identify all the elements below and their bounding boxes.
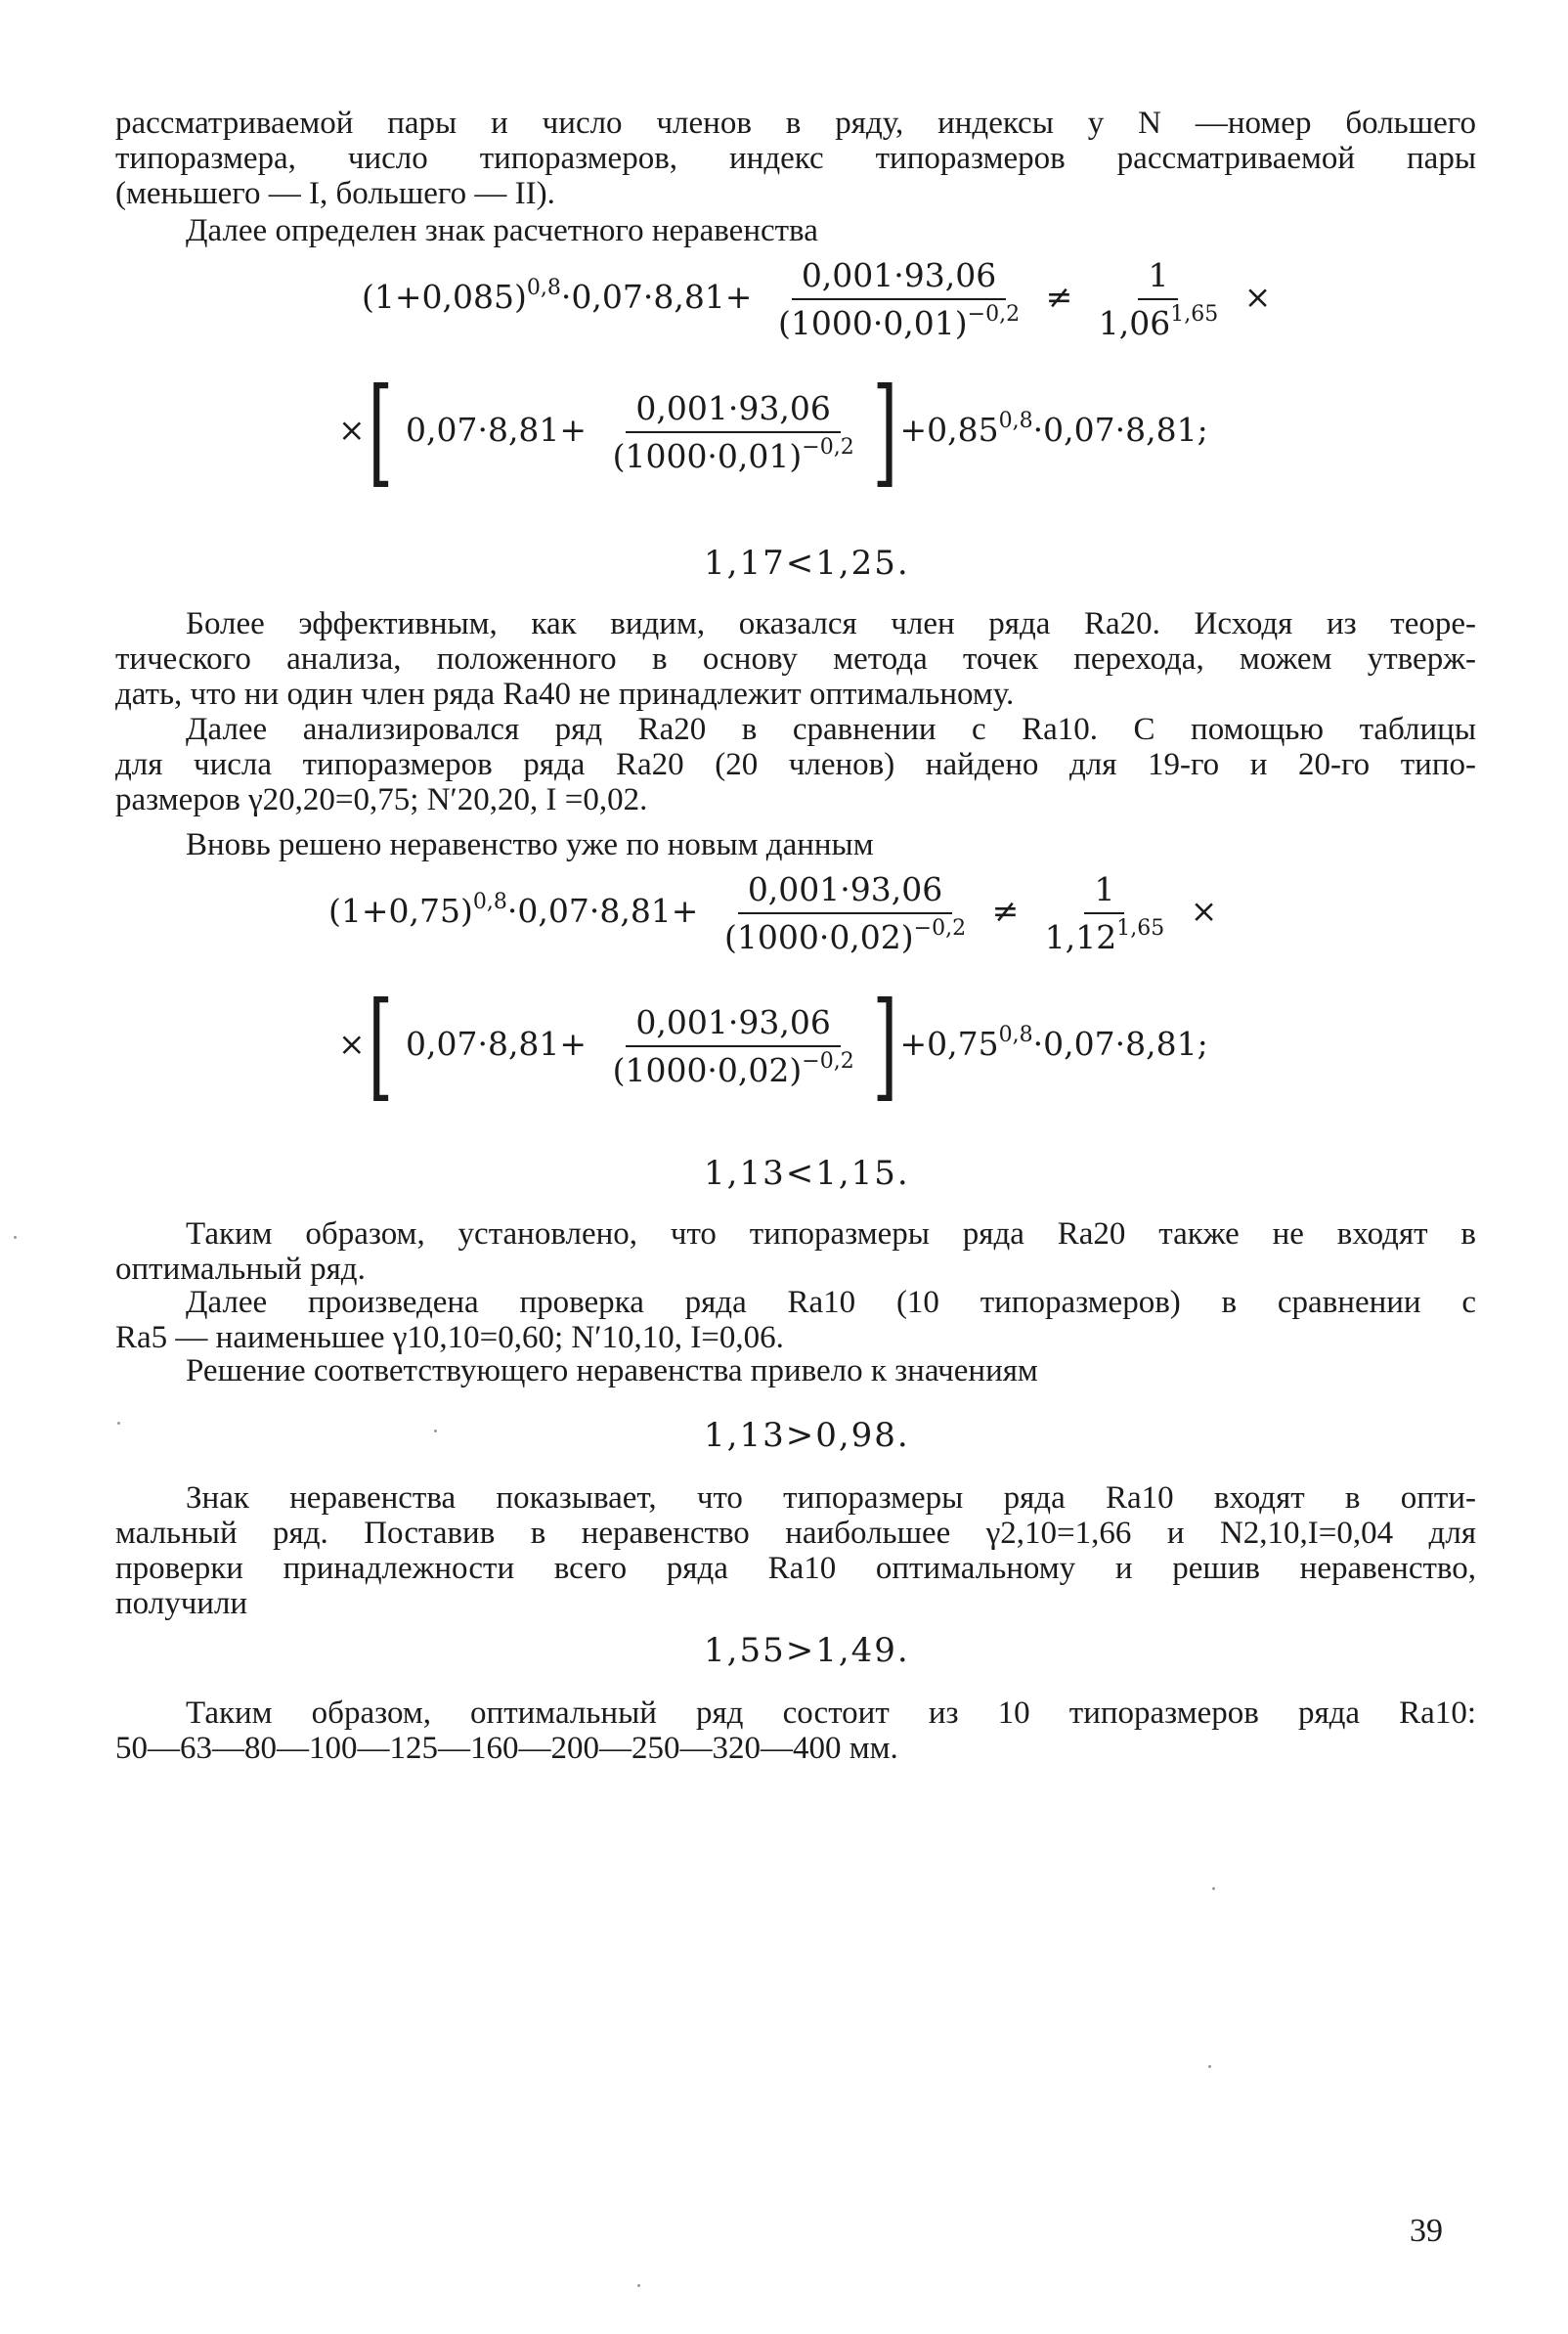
text-line: Таким образом, оптимальный ряд состоит из 10 типоразмеров ряда Ra10: (186, 1695, 1476, 1731)
eq-exponent: 0,8 (998, 1023, 1033, 1047)
paragraph-new-data (115, 827, 1476, 862)
times-sign: × (1243, 278, 1272, 316)
fraction-denominator (1035, 914, 1174, 956)
fraction-numerator: 0,001·93,06 (626, 389, 840, 433)
equation-1-row-1 (362, 256, 1271, 342)
text-line: 50—63—80—100—125—160—200—250—320—400 мм. (115, 1731, 898, 1766)
eq-term: ·0,07·8,81; (1032, 411, 1208, 449)
scan-speck (14, 1236, 17, 1239)
fraction (1035, 870, 1174, 956)
text-line: мальный ряд. Поставив в неравенство наибольшее γ2,10=1,66 и N2,10,I=0,04 для (115, 1516, 1476, 1551)
eq-exponent: −0,2 (802, 1049, 854, 1074)
paragraph-analysis (115, 606, 1476, 712)
result-3: 1,13>0,98. (704, 1416, 910, 1455)
paragraph-ra10-optimal (115, 1480, 1476, 1621)
eq-exponent: 0,8 (526, 276, 561, 300)
text-line: Далее произведена проверка ряда Ra10 (10 типоразмеров) в сравнении с (186, 1285, 1476, 1320)
equation-1-result: 1,17<1,25. (704, 544, 910, 583)
equation-1-row-2 (338, 364, 1208, 500)
eq-exponent: −0,2 (802, 435, 854, 460)
den-term: (1000·0,01) (612, 437, 803, 475)
text-line: Решение соответствующего неравенства привело к значениям (186, 1353, 1038, 1388)
text-line: оптимальный ряд. (115, 1252, 366, 1287)
eq-exponent: −0,2 (913, 916, 967, 941)
not-equal-sign: ≠ (991, 892, 1020, 930)
page-number: 39 (1410, 2213, 1443, 2249)
fraction (715, 870, 976, 956)
scan-speck (117, 1422, 120, 1425)
eq-exponent: 1,65 (1170, 302, 1219, 327)
text-line: Таким образом, установлено, что типоразмеры ряда Ra20 также не входят в (186, 1216, 1476, 1252)
times-sign: × (1190, 892, 1218, 930)
paragraph-ra20-analysis (115, 712, 1476, 817)
fraction (768, 256, 1029, 342)
text-line: Ra5 — наименьшее γ10,10=0,60; N′10,10, I=0,06. (115, 1320, 784, 1355)
text-line: для числа типоразмеров ряда Ra20 (20 членов) найдено для 19-го и 20-го типо- (115, 747, 1476, 782)
fraction-denominator (1089, 300, 1228, 342)
eq-exponent: −0,2 (967, 302, 1021, 327)
fraction-denominator (715, 914, 976, 956)
den-term: 1,06 (1098, 304, 1171, 342)
fraction-numerator: 0,001·93,06 (792, 256, 1006, 300)
scan-speck (1208, 2065, 1211, 2068)
paragraph-intro (115, 106, 1476, 211)
paragraph-ra10-check (115, 1285, 1476, 1355)
left-bracket: [ (368, 978, 393, 1114)
text-line: рассматриваемой пары и число членов в ряду, индексы у N —номер большего (115, 106, 1476, 141)
text-line: Вновь решено неравенство уже по новым данным (186, 827, 874, 862)
eq-term: 0,07·8,81+ (405, 1025, 588, 1063)
text-line: типоразмера, число типоразмеров, индекс типоразмеров рассматриваемой пары (115, 141, 1476, 176)
fraction (603, 1003, 864, 1089)
den-term: (1000·0,02) (723, 918, 914, 956)
equation-2-result: 1,13<1,15. (704, 1154, 910, 1193)
times-sign: × (338, 1025, 366, 1063)
eq-term: ·0,07·8,81+ (560, 278, 753, 316)
fraction (1089, 256, 1228, 342)
eq-term: +0,85 (899, 411, 999, 449)
fraction-denominator (603, 433, 864, 475)
result-4: 1,55>1,49. (704, 1631, 910, 1670)
text-line: (меньшего — I, большего — II). (115, 176, 555, 211)
den-term: 1,12 (1044, 918, 1117, 956)
times-sign: × (338, 411, 366, 449)
text-line: Более эффективным, как видим, оказался член ряда Ra20. Исходя из теоре- (186, 606, 1476, 641)
text-line: дать, что ни один член ряда Ra40 не принадлежит оптимальному. (115, 677, 1015, 712)
fraction-numerator: 0,001·93,06 (626, 1003, 840, 1047)
scan-speck (1212, 1887, 1215, 1890)
equation-2-row-1 (328, 870, 1217, 956)
eq-term: ·0,07·8,81+ (506, 892, 699, 930)
text-line: Знак неравенства показывает, что типоразмеры ряда Ra10 входят в опти- (186, 1480, 1476, 1516)
equation-2-row-2 (338, 978, 1208, 1114)
right-bracket: ] (872, 978, 897, 1114)
eq-exponent: 0,8 (998, 409, 1033, 433)
text-line: Далее определен знак расчетного неравенства (186, 213, 818, 248)
fraction-denominator (768, 300, 1029, 342)
eq-term: ·0,07·8,81; (1032, 1025, 1208, 1063)
eq-term: (1+0,75) (328, 892, 473, 930)
scan-speck (434, 1430, 437, 1432)
fraction-numerator: 1 (1138, 256, 1178, 300)
right-bracket: ] (872, 364, 897, 500)
left-bracket: [ (368, 364, 393, 500)
paragraph-final (115, 1695, 1476, 1766)
text-line: проверки принадлежности всего ряда Ra10 оптимальному и решив неравенство, (115, 1551, 1476, 1586)
text-line: Далее анализировался ряд Ra20 в сравнении с Ra10. С помощью таблицы (186, 712, 1476, 747)
text-line: размеров γ20,20=0,75; N′20,20, I =0,02. (115, 782, 648, 817)
den-term: (1000·0,01) (777, 304, 968, 342)
text-line: получили (115, 1586, 248, 1621)
den-term: (1000·0,02) (612, 1051, 803, 1089)
not-equal-sign: ≠ (1045, 278, 1073, 316)
paragraph-sign-intro (115, 213, 1476, 248)
eq-term: 0,07·8,81+ (405, 411, 588, 449)
fraction-denominator (603, 1047, 864, 1089)
eq-exponent: 1,65 (1116, 916, 1165, 941)
fraction-numerator: 1 (1084, 870, 1124, 914)
eq-exponent: 0,8 (472, 890, 507, 914)
eq-term: +0,75 (899, 1025, 999, 1063)
scan-speck (637, 2284, 640, 2287)
fraction-numerator: 0,001·93,06 (738, 870, 952, 914)
eq-term: (1+0,085) (362, 278, 527, 316)
text-line: тического анализа, положенного в основу метода точек перехода, можем утверж- (115, 641, 1476, 677)
paragraph-solution (115, 1353, 1476, 1388)
fraction (603, 389, 864, 475)
paragraph-ra20-conclusion (115, 1216, 1476, 1287)
